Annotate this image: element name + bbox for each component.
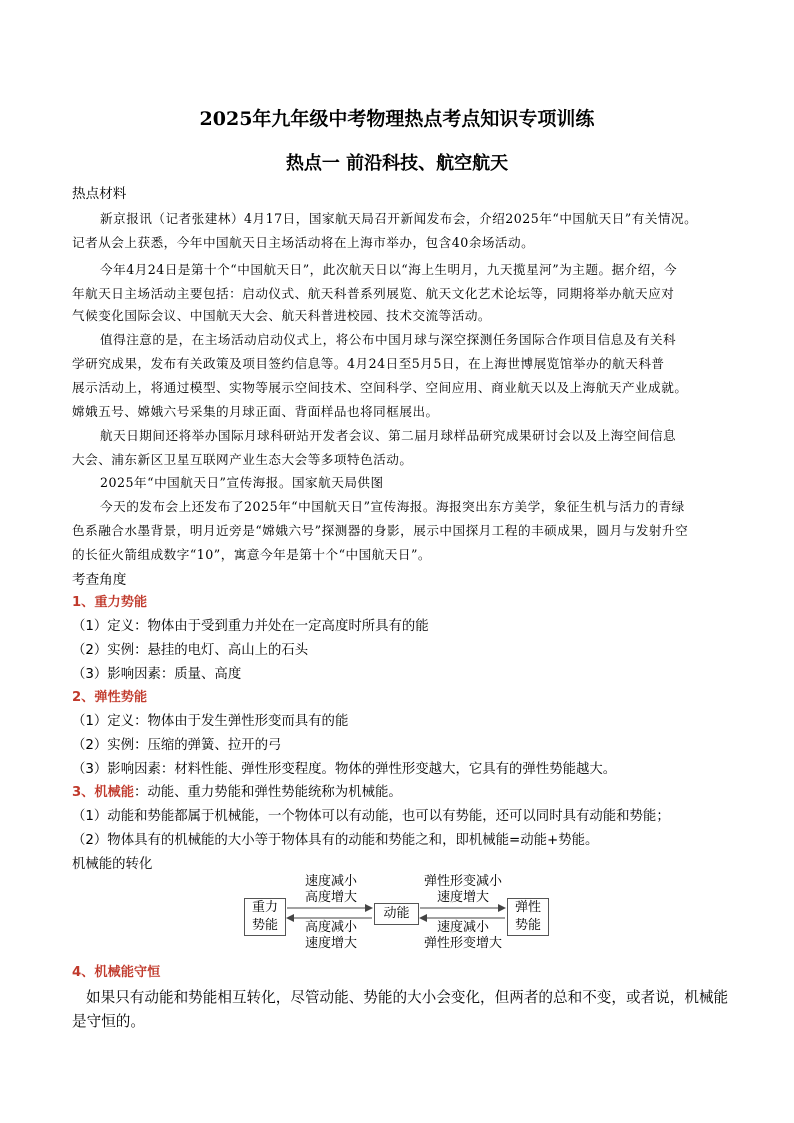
section-line: （1）动能和势能都属于机械能，一个物体可以有动能，也可以有势能，还可以同时具有动能和势能；	[72, 809, 670, 824]
section-title-tail: ：动能、重力势能和弹性势能统称为机械能。	[133, 785, 402, 800]
material-line: 2025年“中国航天日”宣传海报。国家航天局供图	[100, 475, 384, 490]
section-line: （2）实例：压缩的弹簧、拉开的弓	[72, 738, 282, 753]
gravity-potential-energy-box	[244, 898, 286, 936]
section-line: （3）影响因素：材料性能、弹性形变程度。物体的弹性形变越大，它具有的弹性势能越大。	[72, 762, 617, 777]
box-label: 弹性	[514, 900, 541, 915]
section-line: （1）定义：物体由于发生弹性形变而具有的能	[72, 714, 349, 729]
left-top-label	[296, 874, 366, 906]
box-label: 势能	[251, 918, 278, 933]
elastic-potential-energy-box	[507, 898, 549, 936]
label-line: 速度减小	[436, 920, 489, 935]
material-line: 新京报讯（记者张建林）4月17日，国家航天局召开新闻发布会，介绍2025年“中国航天日”有关情况。	[100, 211, 698, 226]
material-line: 今年4月24日是第十个“中国航天日”，此次航天日以“海上生明月，九天揽星河”为主题。据介绍，今	[100, 262, 678, 277]
material-line: 值得注意的是，在主场活动启动仪式上，将公布中国月球与深空探测任务国际合作项目信息及有关科	[100, 332, 677, 347]
material-line: 色系融合水墨背景，明月近旁是“嫦娥六号”探测器的身影，展示中国探月工程的丰硕成果，圆月与发射升空	[72, 523, 689, 538]
material-line: 气候变化国际会议、中国航天大会、航天科普进校园、技术交流等活动。	[72, 308, 491, 323]
label-line: 速度增大	[304, 936, 357, 951]
section-line: （3）影响因素：质量、高度	[72, 667, 242, 682]
material-line: 航天日期间还将举办国际月球科研站开发者会议、第二届月球样品研究成果研讨会以及上海空间信息	[100, 428, 677, 443]
section-title: 3、机械能	[72, 785, 134, 800]
label-line: 速度增大	[436, 890, 489, 905]
section-title: 4、机械能守恒	[72, 965, 161, 980]
section-line: （1）定义：物体由于受到重力并处在一定高度时所具有的能	[72, 619, 429, 634]
section-line: 是守恒的。	[72, 1013, 145, 1030]
label-line: 弹性形变减小	[423, 874, 502, 889]
right-top-label	[418, 874, 508, 906]
document-subtitle: 热点一 前沿科技、航空航天	[285, 153, 509, 174]
section-title: 2、弹性势能	[72, 690, 148, 705]
section-line: 如果只有动能和势能相互转化，尽管动能、势能的大小会变化，但两者的总和不变，或者说，机械能	[86, 989, 729, 1006]
material-line: 展示活动上，将通过模型、实物等展示空间技术、空间科学、空间应用、商业航天以及上海航天产业成就。	[72, 380, 688, 395]
section-line: （2）物体具有的机械能的大小等于物体具有的动能和势能之和，即机械能=动能+势能。	[72, 833, 599, 848]
material-line: 记者从会上获悉，今年中国航天日主场活动将在上海市举办，包含40余场活动。	[72, 235, 535, 250]
material-line: 大会、浦东新区卫星互联网产业生态大会等多项特色活动。	[72, 452, 413, 467]
label-line: 速度减小	[304, 874, 357, 889]
box-label: 势能	[514, 918, 541, 933]
material-line: 学研究成果，发布有关政策及项目签约信息等。4月24日至5月5日，在上海世博展览馆举办的航天科普	[72, 356, 665, 371]
section-title: 1、重力势能	[72, 595, 148, 610]
label-line: 高度增大	[304, 890, 357, 905]
label-line: 弹性形变增大	[423, 936, 502, 951]
document-title: 2025年九年级中考物理热点考点知识专项训练	[199, 108, 595, 130]
box-label: 重力	[251, 900, 278, 915]
conversion-heading: 机械能的转化	[72, 857, 153, 872]
material-line: 嫦娥五号、嫦娥六号采集的月球正面、背面样品也将同框展出。	[72, 404, 439, 419]
material-line: 的长征火箭组成数字“10”，寓意今年是第十个“中国航天日”。	[72, 547, 432, 562]
material-heading: 热点材料	[72, 186, 127, 202]
left-bottom-label	[296, 920, 366, 952]
material-line: 年航天日主场活动主要包括：启动仪式、航天科普系列展览、航天文化艺术论坛等，同期将举办航天应对	[72, 286, 675, 301]
label-line: 高度减小	[304, 920, 357, 935]
kinetic-energy-box: 动能	[374, 903, 419, 925]
material-line: 今天的发布会上还发布了2025年“中国航天日”宣传海报。海报突出东方美学，象征生机与活力的青绿	[100, 499, 685, 514]
angle-heading: 考查角度	[72, 572, 127, 588]
section-line: （2）实例：悬挂的电灯、高山上的石头	[72, 643, 309, 658]
right-bottom-label	[418, 920, 508, 952]
